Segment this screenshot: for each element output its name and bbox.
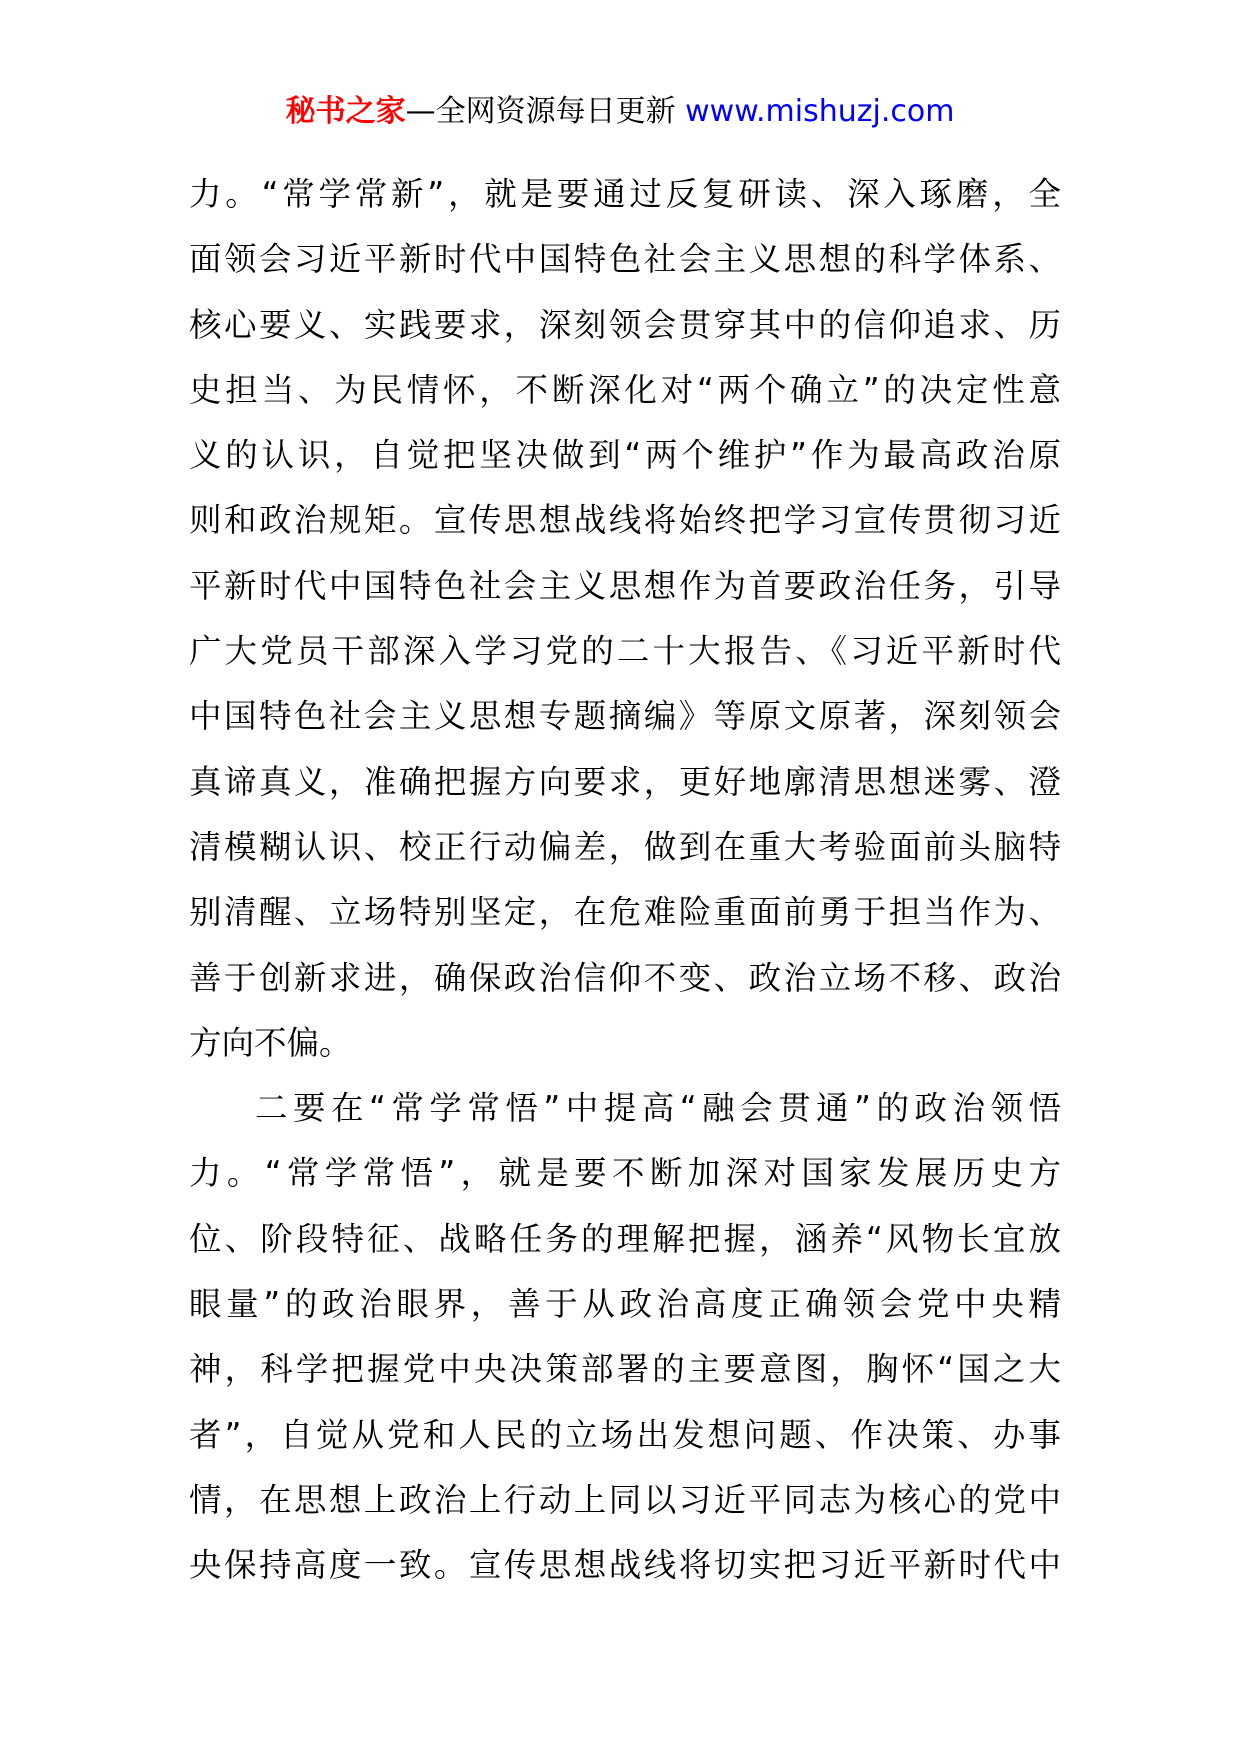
text-line: 史担当、为民情怀，不断深化对“两个确立”的决定性意 [189,370,1061,409]
text-line: 方向不偏。 [189,1023,352,1062]
text-line: 情，在思想上政治上行动上同以习近平同志为核心的党中 [189,1480,1061,1519]
text-line: 神，科学把握党中央决策部署的主要意图，胸怀“国之大 [189,1350,1061,1389]
page-header [0,92,1240,132]
header-tagline: —全网资源每日更新 [405,94,686,129]
website-link[interactable]: www.mishuzj.com [685,94,955,129]
text-line: 平新时代中国特色社会主义思想作为首要政治任务，引导 [189,566,1061,605]
text-line: 者”，自觉从党和人民的立场出发想问题、作决策、办事 [189,1415,1061,1454]
text-line: 别清醒、立场特别坚定，在危难险重面前勇于担当作为、 [189,893,1061,932]
text-line: 真谛真义，准确把握方向要求，更好地廓清思想迷雾、澄 [189,762,1061,801]
text-line: 位、阶段特征、战略任务的理解把握，涵养“风物长宜放 [189,1219,1061,1258]
text-line: 清模糊认识、校正行动偏差，做到在重大考验面前头脑特 [189,827,1061,866]
brand-name: 秘书之家 [285,94,406,129]
document-body [189,162,1061,1599]
text-line: 中国特色社会主义思想专题摘编》等原文原著，深刻领会 [189,697,1061,736]
paragraph-1 [189,162,1061,1076]
text-line: 善于创新求进，确保政治信仰不变、政治立场不移、政治 [189,958,1061,997]
text-line: 二要在“常学常悟”中提高“融会贯通”的政治领悟 [255,1089,1061,1128]
text-line: 力。“常学常悟”，就是要不断加深对国家发展历史方 [189,1154,1061,1193]
text-line: 核心要义、实践要求，深刻领会贯穿其中的信仰追求、历 [189,305,1061,344]
text-line: 央保持高度一致。宣传思想战线将切实把习近平新时代中 [189,1546,1061,1585]
paragraph-2 [189,1076,1061,1598]
text-line: 眼量”的政治眼界，善于从政治高度正确领会党中央精 [189,1285,1061,1324]
text-line: 广大党员干部深入学习党的二十大报告、《习近平新时代 [189,632,1061,671]
text-line: 面领会习近平新时代中国特色社会主义思想的科学体系、 [189,240,1061,279]
text-line: 义的认识，自觉把坚决做到“两个维护”作为最高政治原 [189,436,1061,475]
text-line: 力。“常学常新”，就是要通过反复研读、深入琢磨，全 [189,175,1061,213]
text-line: 则和政治规矩。宣传思想战线将始终把学习宣传贯彻习近 [189,501,1061,540]
